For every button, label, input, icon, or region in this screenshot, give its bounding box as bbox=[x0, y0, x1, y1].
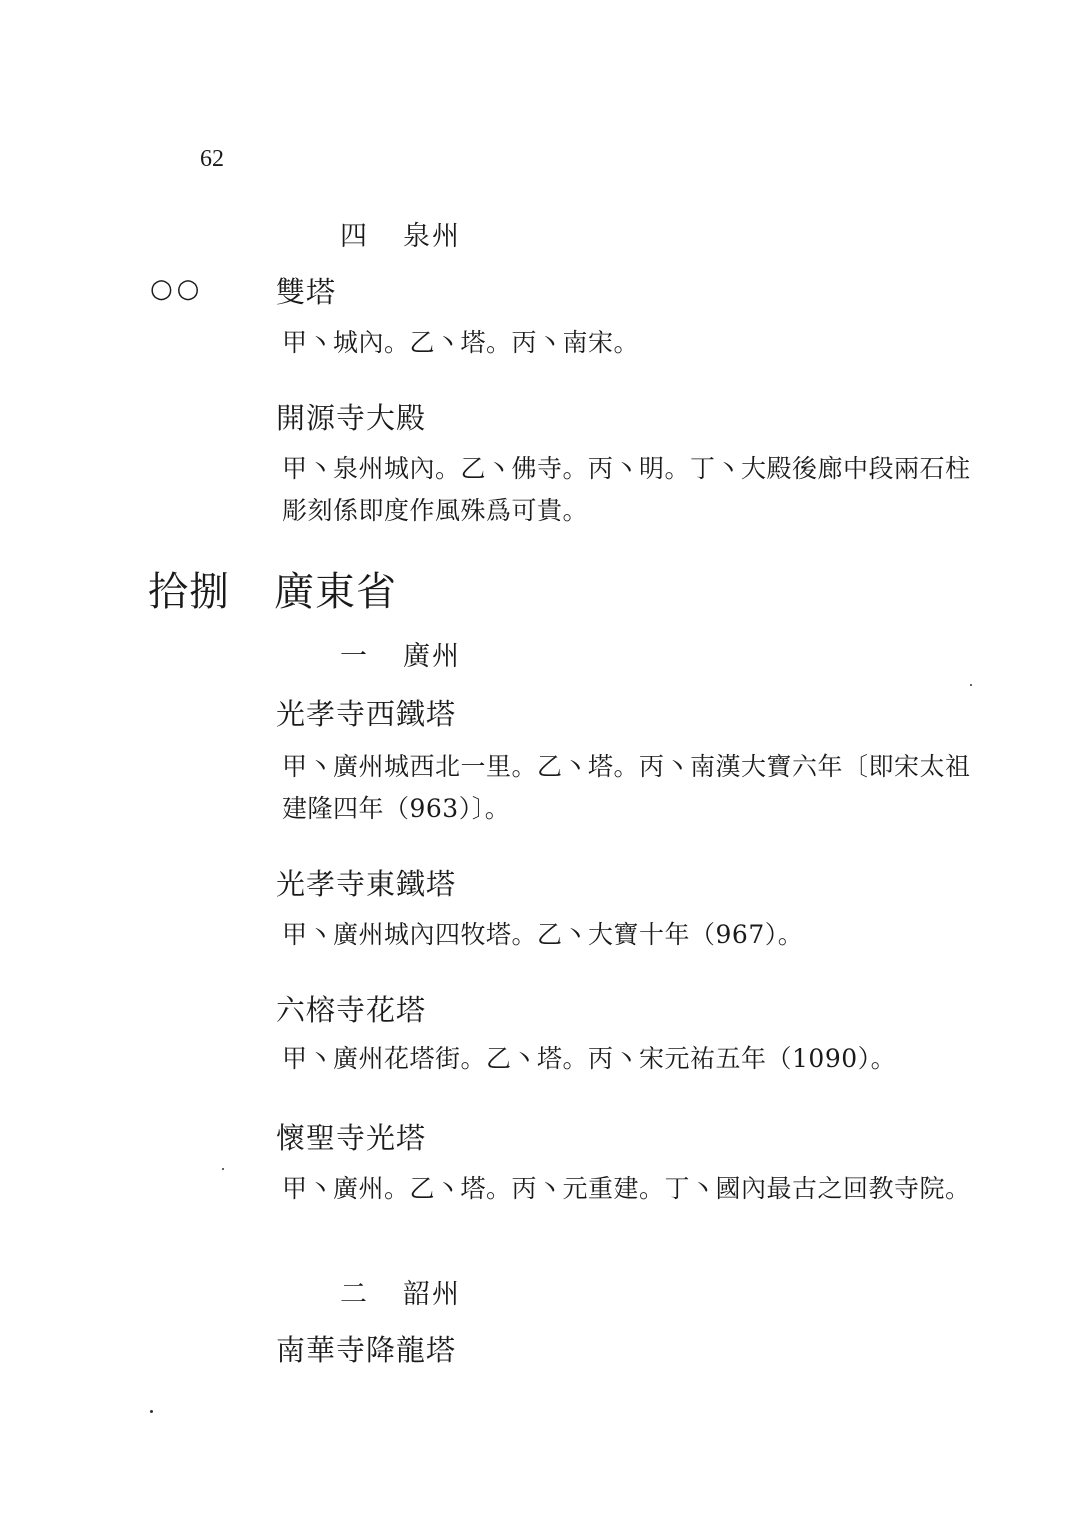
page-number: 62 bbox=[200, 146, 224, 172]
entry-title-guangxiao-east: 光孝寺東鐵塔 bbox=[276, 867, 457, 901]
section-number: 一 bbox=[340, 641, 369, 672]
scan-speck bbox=[222, 1168, 224, 1170]
entry-title-liurong: 六榕寺花塔 bbox=[276, 993, 427, 1027]
entry-title-guangxiao-west: 光孝寺西鐵塔 bbox=[276, 697, 457, 731]
entry-title-kaiyuan: 開源寺大殿 bbox=[276, 401, 427, 435]
section-number: 四 bbox=[340, 221, 369, 252]
entry-body-liurong: 甲丶廣州花塔街。乙丶塔。丙丶宋元祐五年（1090）。 bbox=[282, 1044, 897, 1073]
entry-title-nanhua: 南華寺降龍塔 bbox=[276, 1333, 457, 1367]
chapter-name: 廣東省 bbox=[274, 569, 397, 615]
chapter-number: 拾捌 bbox=[148, 569, 230, 615]
scan-speck bbox=[970, 684, 972, 686]
entry-body-huaisheng: 甲丶廣州。乙丶塔。丙丶元重建。丁丶國內最古之回教寺院。 bbox=[282, 1174, 971, 1203]
entry-body-kaiyuan: 甲丶泉州城內。乙丶佛寺。丙丶明。丁丶大殿後廊中段兩石柱彫刻係即度作風殊爲可貴。 bbox=[282, 454, 971, 525]
entry-title-huaisheng: 懷聖寺光塔 bbox=[276, 1121, 427, 1155]
section-number: 二 bbox=[340, 1279, 369, 1310]
section-heading-guangzhou bbox=[340, 634, 461, 673]
section-name: 廣州 bbox=[403, 641, 461, 672]
section-heading-quanzhou bbox=[340, 214, 461, 253]
chapter-heading-guangdong bbox=[148, 560, 397, 617]
entry-mark-circles: ○○ bbox=[150, 274, 204, 304]
entry-body-guangxiao-east: 甲丶廣州城內四牧塔。乙丶大寶十年（967）。 bbox=[282, 920, 804, 949]
entry-title-shuangta: 雙塔 bbox=[276, 275, 337, 309]
scan-speck bbox=[150, 1410, 153, 1413]
section-heading-shaozhou bbox=[340, 1272, 461, 1311]
entry-body-shuangta: 甲丶城內。乙丶塔。丙丶南宋。 bbox=[282, 328, 640, 357]
entry-body-guangxiao-west: 甲丶廣州城西北一里。乙丶塔。丙丶南漢大寶六年〔即宋太祖建隆四年（963）〕。 bbox=[282, 752, 971, 823]
section-name: 泉州 bbox=[403, 221, 461, 252]
section-name: 韶州 bbox=[403, 1279, 461, 1310]
